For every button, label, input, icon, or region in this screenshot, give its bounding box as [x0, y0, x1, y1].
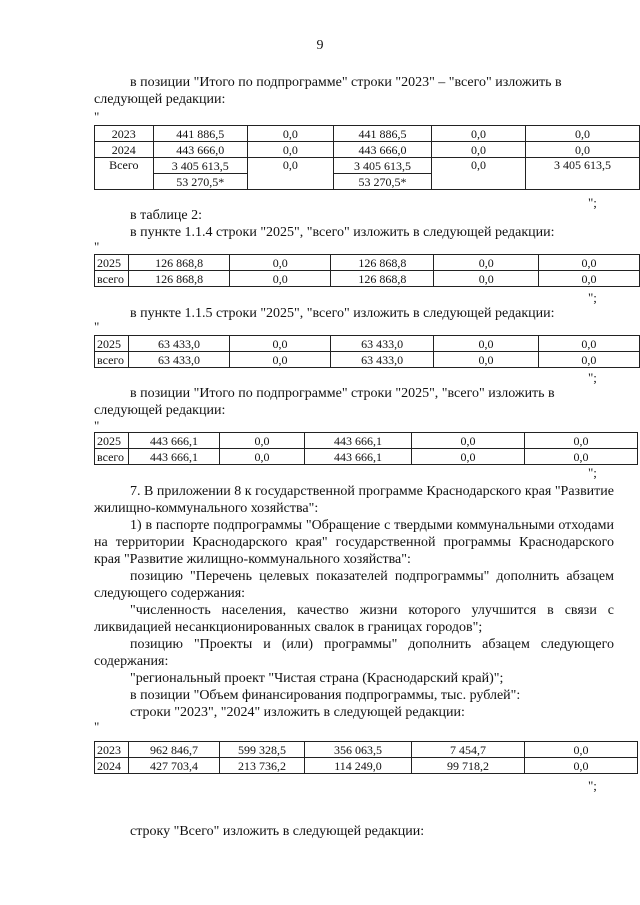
cell: 443 666,1 [305, 433, 412, 449]
cell: 0,0 [525, 758, 638, 774]
cell: 443 666,1 [129, 433, 220, 449]
cell: 0,0 [412, 433, 525, 449]
cell: 0,0 [434, 352, 539, 368]
cell: 443 666,1 [305, 449, 412, 465]
cell: 2024 [95, 142, 154, 158]
table-row [95, 449, 638, 465]
paragraph-table2: в таблице 2: [130, 208, 202, 223]
cell: 2025 [95, 255, 129, 271]
table-itogo-2023-2024 [94, 125, 640, 190]
cell: 99 718,2 [412, 758, 525, 774]
cell: 213 736,2 [220, 758, 305, 774]
paragraph-financing: в позиции "Объем финансирования подпрограммы, тыс. рублей": [130, 688, 521, 703]
cell: 63 433,0 [128, 352, 229, 368]
cell: 0,0 [432, 158, 526, 190]
cell: 0,0 [538, 336, 639, 352]
cell: 443 666,1 [129, 449, 220, 465]
close-quote: "; [588, 195, 597, 210]
paragraph-rows-2023-2024: строки "2023", "2024" изложить в следующей редакции: [130, 705, 465, 720]
cell: 63 433,0 [128, 336, 229, 352]
cell: 0,0 [539, 255, 640, 271]
cell: 126 868,8 [331, 271, 434, 287]
cell: 3 405 613,5 [153, 158, 247, 174]
cell: 126 868,8 [128, 255, 229, 271]
open-quote: " [94, 239, 100, 254]
cell: 0,0 [220, 433, 305, 449]
table-row [95, 433, 638, 449]
cell: 53 270,5* [153, 174, 247, 190]
cell: 126 868,8 [331, 255, 434, 271]
cell: 2025 [95, 433, 129, 449]
cell: 441 886,5 [333, 126, 431, 142]
table-itogo-2025 [94, 432, 638, 465]
close-quote: "; [588, 465, 597, 480]
cell: 443 666,0 [333, 142, 431, 158]
cell: 63 433,0 [331, 352, 434, 368]
cell: 0,0 [525, 449, 638, 465]
paragraph-row-vsego: строку "Всего" изложить в следующей редакции: [130, 824, 425, 839]
cell: 427 703,4 [129, 758, 220, 774]
open-quote: " [94, 719, 100, 734]
cell: 599 328,5 [220, 742, 305, 758]
table-item-1-1-4 [94, 254, 640, 287]
cell: 0,0 [248, 126, 334, 142]
paragraph-regional-project: "региональный проект "Чистая страна (Краснодарский край)"; [130, 671, 504, 686]
cell: 0,0 [525, 126, 639, 142]
cell: 3 405 613,5 [333, 158, 431, 174]
cell: 443 666,0 [153, 142, 247, 158]
paragraph-population: "численность населения, качество жизни которого улучшится в связи с ликвидацией несанкционированных свалок в границах городов"; [94, 603, 614, 635]
close-quote: "; [588, 778, 597, 793]
paragraph-itogo-2025-line1: в позиции "Итого по подпрограмме" строки "2025", "всего" изложить в [130, 386, 555, 401]
cell: Всего [95, 158, 154, 190]
cell: 0,0 [230, 255, 331, 271]
cell: 0,0 [538, 352, 639, 368]
cell: 2024 [95, 758, 129, 774]
table-row [95, 255, 640, 271]
paragraph-target-indicators: позицию "Перечень целевых показателей подпрограммы" дополнить абзацем следующего содержания: [94, 569, 614, 601]
table-row [95, 742, 638, 758]
table-row [95, 336, 640, 352]
cell: 0,0 [230, 271, 331, 287]
cell: 0,0 [525, 742, 638, 758]
cell: 0,0 [525, 142, 639, 158]
cell: 441 886,5 [153, 126, 247, 142]
table-row [95, 158, 640, 174]
table-row [95, 126, 640, 142]
cell: всего [95, 271, 129, 287]
close-quote: "; [588, 290, 597, 305]
cell: 962 846,7 [129, 742, 220, 758]
cell: 2023 [95, 126, 154, 142]
cell: 63 433,0 [331, 336, 434, 352]
cell: 0,0 [539, 271, 640, 287]
cell: 3 405 613,5 [525, 158, 639, 190]
cell: 7 454,7 [412, 742, 525, 758]
cell: 0,0 [525, 433, 638, 449]
cell: 114 249,0 [305, 758, 412, 774]
cell: 2025 [95, 336, 129, 352]
cell: 0,0 [434, 271, 539, 287]
table-row [95, 271, 640, 287]
cell: 0,0 [412, 449, 525, 465]
cell: всего [95, 449, 129, 465]
paragraph-item-1-1-5: в пункте 1.1.5 строки "2025", "всего" изложить в следующей редакции: [130, 306, 555, 321]
cell: 0,0 [220, 449, 305, 465]
paragraph-itogo-2023-line2: следующей редакции: [94, 92, 226, 107]
cell: 126 868,8 [128, 271, 229, 287]
open-quote: " [94, 418, 100, 433]
close-quote: "; [588, 370, 597, 385]
open-quote: " [94, 319, 100, 334]
cell: 0,0 [432, 126, 526, 142]
paragraph-passport: 1) в паспорте подпрограммы "Обращение с твердыми коммунальными отходами на территории Краснодарского края" государственной программы Краснодарского края "Развитие жилищно-коммунального хозяйства": [94, 518, 614, 567]
table-financing-2023-2024 [94, 741, 638, 774]
cell: 0,0 [434, 255, 539, 271]
cell: всего [95, 352, 129, 368]
cell: 356 063,5 [305, 742, 412, 758]
table-row [95, 758, 638, 774]
cell: 0,0 [434, 336, 539, 352]
paragraph-projects: позицию "Проекты и (или) программы" дополнить абзацем следующего содержания: [94, 637, 614, 669]
cell: 2023 [95, 742, 129, 758]
cell: 53 270,5* [333, 174, 431, 190]
paragraph-itogo-2025-line2: следующей редакции: [94, 403, 226, 418]
cell: 0,0 [248, 142, 334, 158]
page-number: 9 [316, 38, 324, 53]
paragraph-itogo-2023-line1: в позиции "Итого по подпрограмме" строки "2023" – "всего" изложить в [130, 75, 562, 90]
cell: 0,0 [230, 336, 331, 352]
paragraph-item-1-1-4: в пункте 1.1.4 строки "2025", "всего" изложить в следующей редакции: [130, 225, 555, 240]
table-row [95, 352, 640, 368]
cell: 0,0 [432, 142, 526, 158]
cell: 0,0 [248, 158, 334, 190]
open-quote: " [94, 109, 100, 124]
table-item-1-1-5 [94, 335, 640, 368]
cell: 0,0 [230, 352, 331, 368]
table-row [95, 142, 640, 158]
paragraph-appendix-8: 7. В приложении 8 к государственной программе Краснодарского края "Развитие жилищно-коммунального хозяйства": [94, 484, 614, 516]
